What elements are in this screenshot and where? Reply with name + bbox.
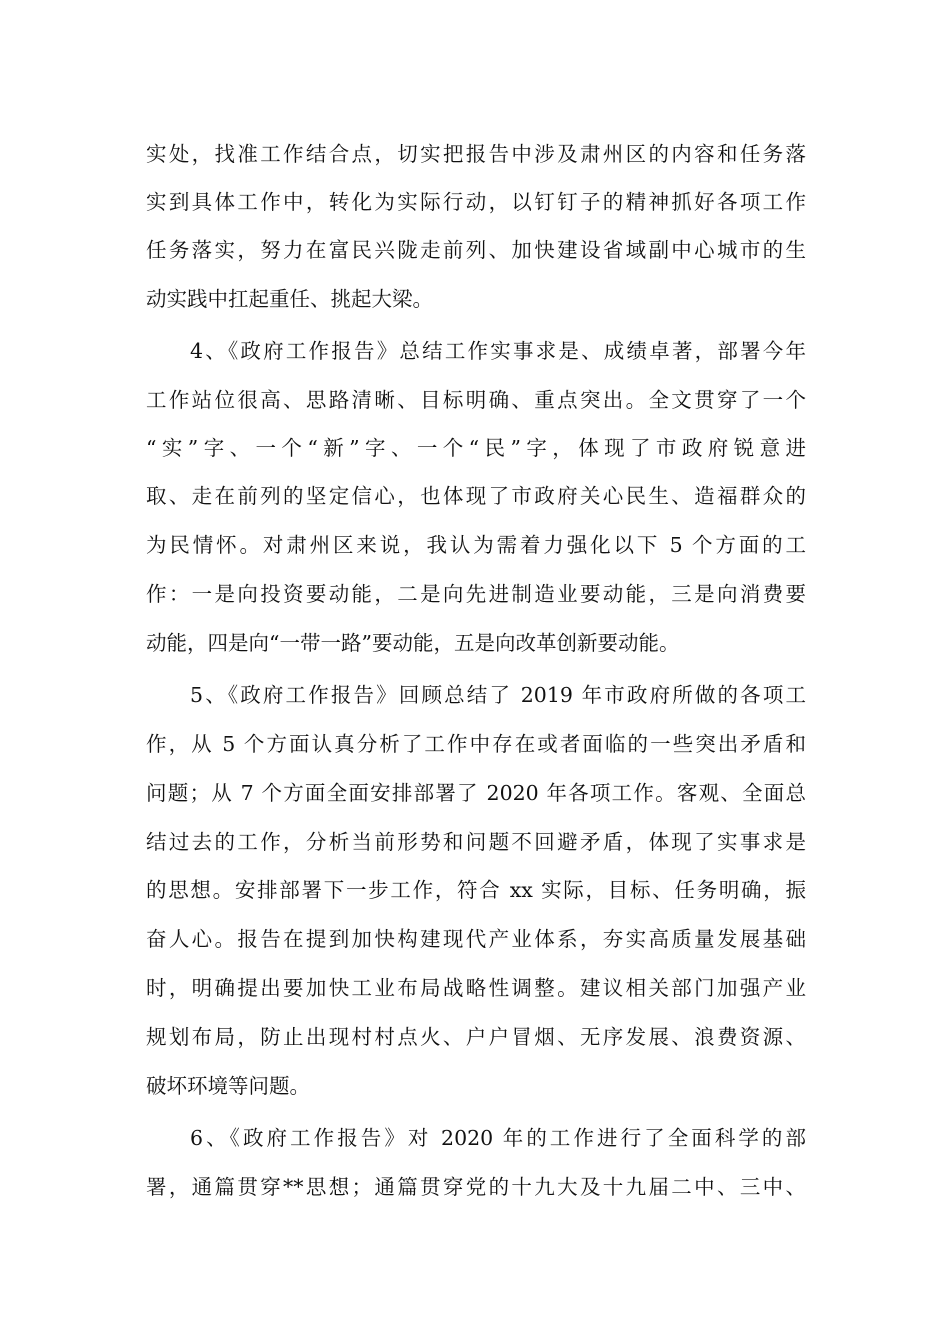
text-line-14: 问题；从 7 个方面全面安排部署了 2020 年各项工作。客观、全面总 (146, 781, 806, 805)
text-line-8: 取、走在前列的坚定信心，也体现了市政府关心民生、造福群众的 (146, 484, 806, 508)
text-line-11: 动能，四是向“一带一路”要动能，五是向改革创新要动能。 (146, 631, 680, 655)
text-line-22: 署，通篇贯穿**思想；通篇贯穿党的十九大及十九届二中、三中、 (146, 1175, 806, 1199)
text-line-17: 奋人心。报告在提到加快构建现代产业体系，夯实高质量发展基础 (146, 927, 806, 951)
text-line-15: 结过去的工作，分析当前形势和问题不回避矛盾，体现了实事求是 (146, 830, 806, 854)
text-line-3: 任务落实，努力在富民兴陇走前列、加快建设省域副中心城市的生 (146, 238, 806, 262)
text-line-18: 时，明确提出要加快工业布局战略性调整。建议相关部门加强产业 (146, 976, 806, 1000)
paragraph-4-line-1: 4、《政府工作报告》总结工作实事求是、成绩卓著，部署今年 (190, 339, 806, 363)
text-line-1: 实处，找准工作结合点，切实把报告中涉及肃州区的内容和任务落 (146, 142, 806, 166)
text-line-7: “实”字、一个“新”字、一个“民”字，体现了市政府锐意进 (146, 436, 806, 460)
text-line-16: 的思想。安排部署下一步工作，符合 xx 实际，目标、任务明确，振 (146, 878, 806, 902)
paragraph-5-line-1: 5、《政府工作报告》回顾总结了 2019 年市政府所做的各项工 (190, 683, 806, 707)
text-line-4: 动实践中扛起重任、挑起大梁。 (146, 287, 433, 311)
text-line-20: 破坏环境等问题。 (146, 1074, 310, 1098)
text-line-9: 为民情怀。对肃州区来说，我认为需着力强化以下 5 个方面的工 (146, 533, 806, 557)
paragraph-6-line-1: 6、《政府工作报告》对 2020 年的工作进行了全面科学的部 (190, 1126, 806, 1150)
text-line-19: 规划布局，防止出现村村点火、户户冒烟、无序发展、浪费资源、 (146, 1025, 806, 1049)
text-line-6: 工作站位很高、思路清晰、目标明确、重点突出。全文贯穿了一个 (146, 388, 806, 412)
text-line-2: 实到具体工作中，转化为实际行动，以钉钉子的精神抓好各项工作 (146, 190, 806, 214)
text-line-13: 作，从 5 个方面认真分析了工作中存在或者面临的一些突出矛盾和 (146, 732, 806, 756)
text-line-10: 作：一是向投资要动能，二是向先进制造业要动能，三是向消费要 (146, 582, 806, 606)
